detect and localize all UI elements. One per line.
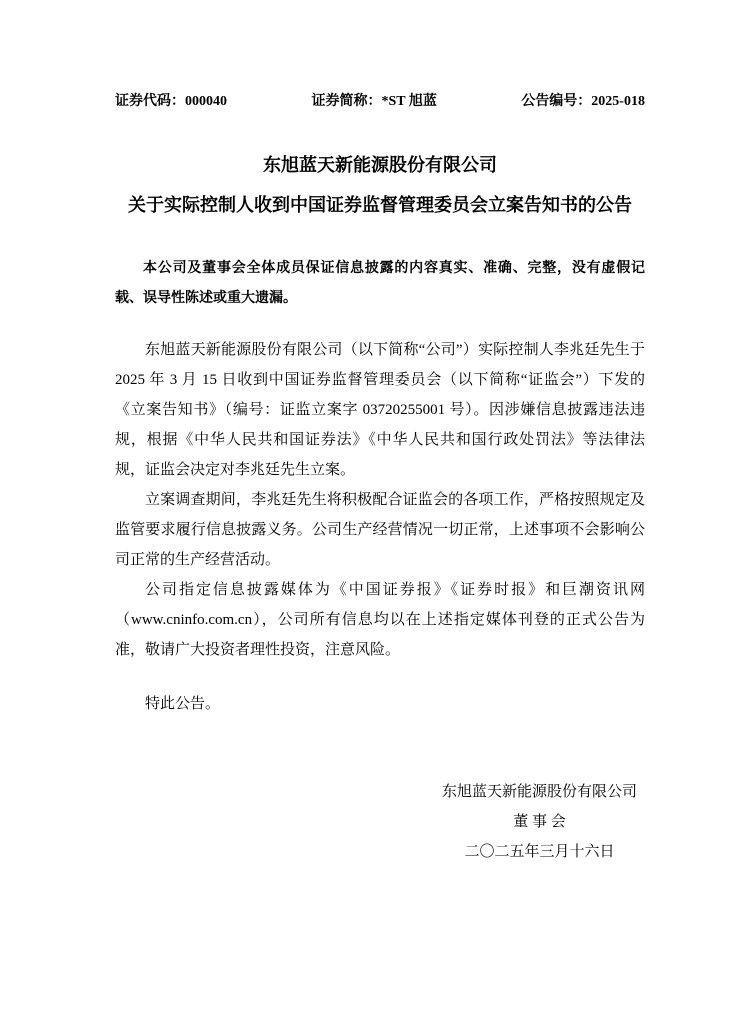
announcement-title: 关于实际控制人收到中国证券监督管理委员会立案告知书的公告 xyxy=(128,195,632,215)
disclaimer-statement: 本公司及董事会全体成员保证信息披露的内容真实、准确、完整，没有虚假记载、误导性陈述或重大遗漏。 xyxy=(115,261,645,306)
stock-abbreviation: 证券简称：*ST 旭蓝 xyxy=(311,94,437,109)
paragraph-case-filing: 东旭蓝天新能源股份有限公司（以下简称“公司”）实际控制人李兆廷先生于 2025 年 3 月 15 日收到中国证券监督管理委员会（以下简称“证监会”）下发的《立案告知书》（编号：证监立案字 03720255001 号）。因涉嫌信息披露违法违规，根据《中华人民共和国证券法》《中华人民共和国行政处罚法》等法律法规，证监会决定对李兆廷先生立案。 xyxy=(115,342,645,478)
paragraph-cooperation: 立案调查期间，李兆廷先生将积极配合证监会的各项工作，严格按照规定及监管要求履行信息披露义务。公司生产经营情况一切正常，上述事项不会影响公司正常的生产经营活动。 xyxy=(115,492,645,568)
signature-company: 东旭蓝天新能源股份有限公司 xyxy=(441,784,637,800)
document-header xyxy=(115,93,645,111)
company-title: 东旭蓝天新能源股份有限公司 xyxy=(263,155,497,175)
announcement-number: 公告编号：2025-018 xyxy=(521,94,645,109)
signature-block xyxy=(442,777,637,867)
closing-note: 特此公告。 xyxy=(145,696,221,712)
stock-code: 证券代码：000040 xyxy=(115,94,227,109)
signature-date: 二〇二五年三月十六日 xyxy=(464,844,615,860)
paragraph-disclosure-media: 公司指定信息披露媒体为《中国证券报》《证券时报》和巨潮资讯网（www.cninfo.com.cn），公司所有信息均以在上述指定媒体刊登的正式公告为准，敬请广大投资者理性投资，注意风险。 xyxy=(115,582,645,658)
signature-board: 董 事 会 xyxy=(513,814,566,830)
